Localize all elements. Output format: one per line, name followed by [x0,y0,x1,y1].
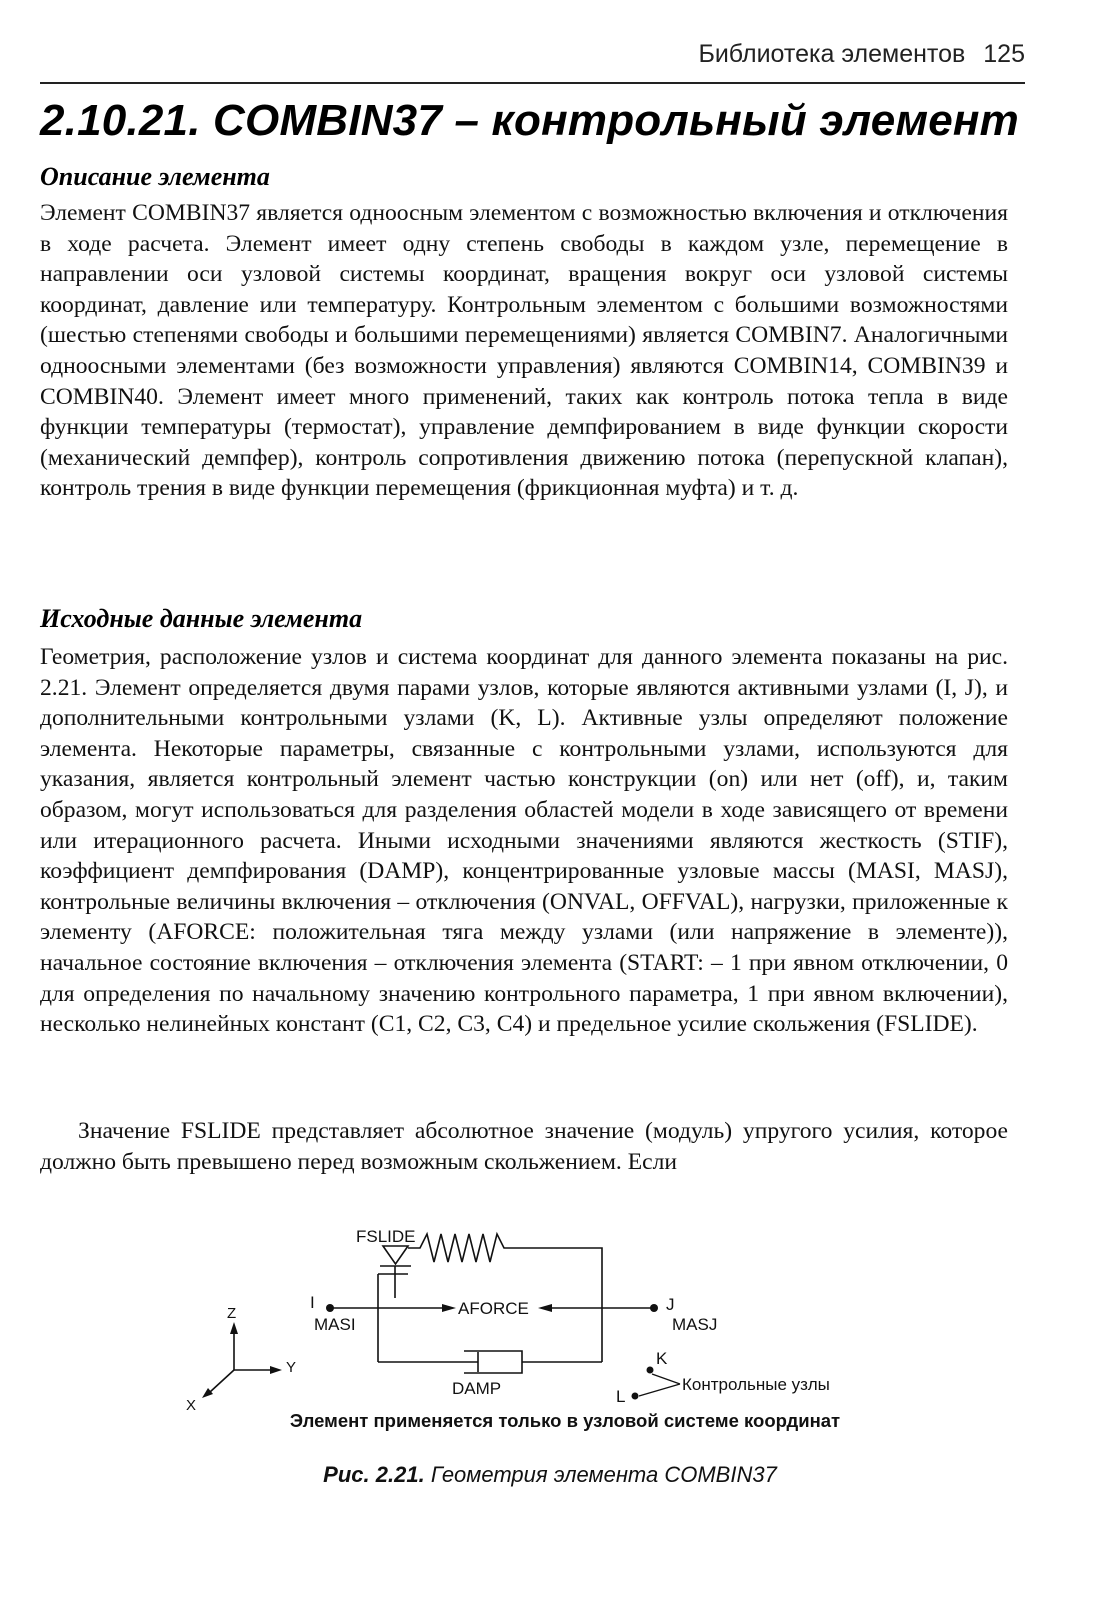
damp-label: DAMP [452,1379,502,1398]
node-l-label: L [616,1387,626,1406]
aforce-arrow-right [442,1304,456,1312]
axis-z-label: Z [227,1305,237,1322]
subsection-heading-description: Описание элемента [40,162,270,191]
figure-note: Элемент применяется только в узловой системе координат [289,1410,841,1431]
axis-y-label: Y [286,1359,297,1376]
description-paragraph: Элемент COMBIN37 является одноосным элементом с возможностью включения и отключения в ходе расчета. Элемент имеет одну степень свободы в каждом узле, перемещение в направлении оси узловой системы координат, вращения вокруг оси узловой системы координат, давление или температуру. Контрольным элементом с большими возможностями (шестью степенями свободы и большими перемещениями) является COMBIN7. Аналогичными одноосными элементами (без возможности управления) являются COMBIN14, COMBIN39 и COMBIN40. Элемент имеет много применений, таких как контроль потока тепла в виде функции температуры (термостат), управление демпфированием в виде функции скорости (механический демпфер), контроль сопротивления движению потока (перепускной клапан), контроль трения в виде функции перемещения (фрикционная муфта) и т. д. [40,200,1008,502]
page-number: 125 [983,40,1025,68]
caption-text: Геометрия элемента COMBIN37 [430,1462,777,1487]
node-k-label: K [656,1349,668,1368]
slider-triangle [383,1246,408,1264]
running-header [40,30,1025,84]
fslide-paragraph: Значение FSLIDE представляет абсолютное значение (модуль) упругого усилия, которое должно быть превышено перед возможным скольжением. Если [40,1118,1008,1175]
masj-label: MASJ [672,1315,718,1334]
node-l-dot [632,1393,639,1400]
z-axis-arrow [230,1322,238,1334]
x-axis-line [210,1370,234,1392]
node-k-dot [647,1367,654,1374]
input-data-paragraph: Геометрия, расположение узлов и система координат для данного элемента показаны на рис. 2.21. Элемент определяется двумя парами узлов, которые являются активными узлами (I, J), и дополнительными контрольными узлами (K, L). Активные узлы определяют положение элемента. Некоторые параметры, связанные с контрольными узлами, используются для указания, является контрольный элемент частью конструкции (on) или нет (off), и, таким образом, могут использоваться для разделения областей модели в ходе зависящего от времени или итерационного расчета. Иными исходными значениями являются жесткость (STIF), коэффициент демпфирования (DAMP), концентрированные узловые массы (MASI, MASJ), контрольные величины включения – отключения (ONVAL, OFFVAL), нагрузки, приложенные к элементу (AFORCE: положительная тяга между узлами (или напряжение в элементе)), начальное состояние включения – отключения элемента (START: – 1 при явном отключении, 0 для определения по начальному значению контрольного параметра, 1 при явном включении), несколько нелинейных констант (C1, C2, C3, C4) и предельное усилие скольжения (FSLIDE). [40,644,1008,1038]
node-j-dot [650,1304,658,1312]
axis-x-label: X [186,1397,197,1414]
caption-number: Рис. 2.21. [323,1462,425,1487]
fslide-label: FSLIDE [356,1227,416,1246]
masi-label: MASI [314,1315,356,1334]
figure-caption [240,1462,860,1488]
y-axis-arrow [270,1366,282,1374]
running-title: Библиотека элементов [698,40,966,68]
header-text [698,40,1025,69]
control-nodes-label: Контрольные узлы [682,1375,830,1394]
aforce-label: AFORCE [458,1299,529,1318]
subsection-heading-input-data: Исходные данные элемента [40,604,363,633]
spring [408,1234,602,1362]
section-title: 2.10.21. COMBIN37 – контрольный элемент [40,96,1019,145]
pointer-l [639,1384,680,1396]
node-j-label: J [666,1295,675,1314]
aforce-arrow-left [538,1304,552,1312]
pointer-k [652,1374,680,1384]
x-axis-arrow [202,1388,213,1398]
node-i-label: I [310,1293,315,1312]
